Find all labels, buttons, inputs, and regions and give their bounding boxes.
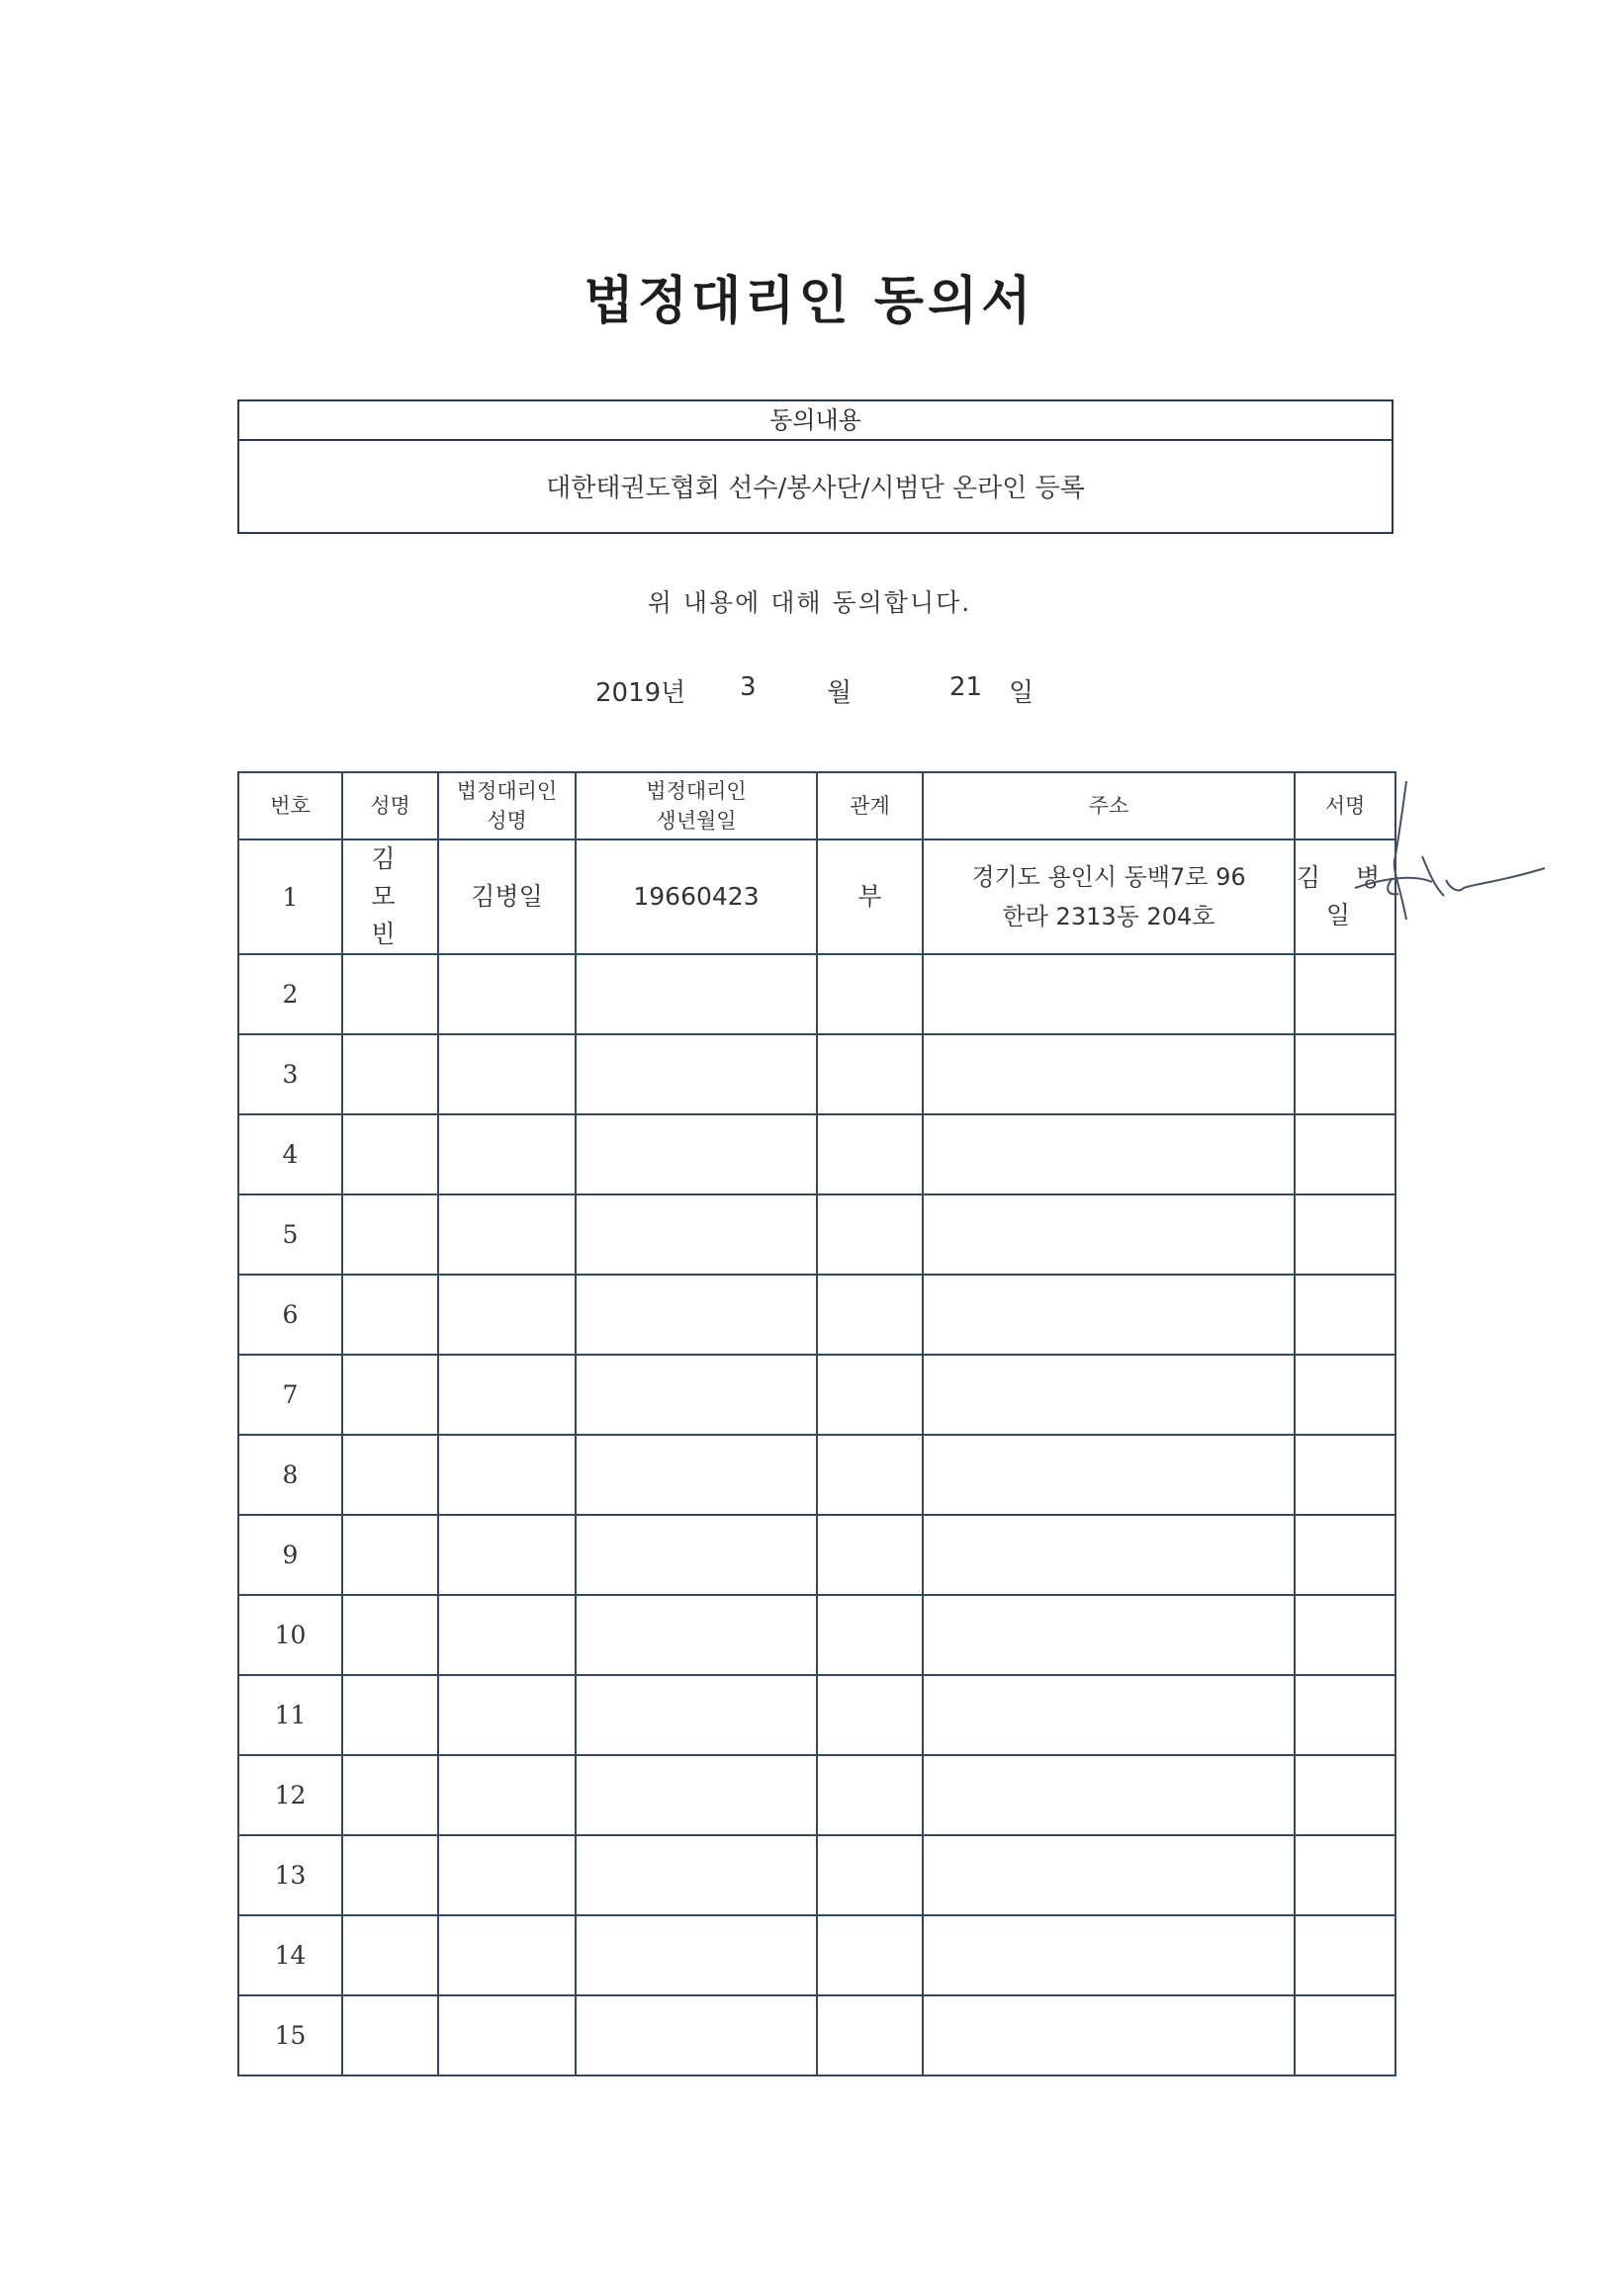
- row-number: 4: [238, 1114, 342, 1194]
- guardian-birthdate-cell: [576, 1595, 817, 1675]
- student-name-cell: [342, 1995, 438, 2075]
- row-number: 12: [238, 1755, 342, 1835]
- row-number: 13: [238, 1835, 342, 1915]
- table-row: [238, 954, 1395, 1034]
- guardian-birthdate-cell: [576, 1675, 817, 1755]
- guardian-name-cell: [438, 1515, 576, 1595]
- table-row: [238, 1275, 1395, 1355]
- table-row: [238, 1755, 1395, 1835]
- header-signature: 서명: [1295, 772, 1395, 839]
- relation-cell: [817, 1755, 923, 1835]
- student-name-cell: [342, 1275, 438, 1355]
- signature-cell: [1295, 1675, 1395, 1755]
- guardian-name-cell: [438, 1915, 576, 1995]
- table-row: [238, 1915, 1395, 1995]
- guardian-name-cell: [438, 954, 576, 1034]
- address-cell: [923, 1515, 1295, 1595]
- relation-cell: [817, 1675, 923, 1755]
- signature-cell: [1295, 954, 1395, 1034]
- table-header-row: [238, 772, 1395, 839]
- address-cell: [923, 1034, 1295, 1114]
- guardian-name-cell: [438, 1755, 576, 1835]
- student-name-cell: [342, 1355, 438, 1435]
- signature-cell: 김 병 일: [1295, 839, 1395, 954]
- date-day-unit: 일: [1009, 678, 1034, 708]
- table-row: [238, 839, 1395, 954]
- guardian-birthdate-cell: 19660423: [576, 839, 817, 954]
- student-name-cell: [342, 1675, 438, 1755]
- signature-cell: [1295, 1915, 1395, 1995]
- guardian-birthdate-cell: [576, 1755, 817, 1835]
- relation-cell: [817, 954, 923, 1034]
- row-number: 5: [238, 1194, 342, 1275]
- guardian-name-cell: [438, 1595, 576, 1675]
- guardian-name-cell: [438, 1034, 576, 1114]
- guardian-name-cell: [438, 1835, 576, 1915]
- header-name: 성명: [342, 772, 438, 839]
- guardian-name-cell: [438, 1194, 576, 1275]
- guardian-birthdate-cell: [576, 1915, 817, 1995]
- address-cell: [923, 1114, 1295, 1194]
- agree-statement: 위 내용에 대해 동의합니다.: [647, 588, 972, 617]
- address-cell: [923, 1755, 1295, 1835]
- student-name-cell: [342, 1515, 438, 1595]
- consent-box: [237, 399, 1394, 534]
- row-number: 1: [238, 839, 342, 954]
- address-cell: [923, 1915, 1295, 1995]
- table-row: [238, 1515, 1395, 1595]
- row-number: 2: [238, 954, 342, 1034]
- signature-cell: [1295, 1515, 1395, 1595]
- signature-cell: [1295, 1755, 1395, 1835]
- guardian-name-cell: 김병일: [438, 839, 576, 954]
- table-row: [238, 1194, 1395, 1275]
- address-cell: [923, 1675, 1295, 1755]
- guardian-birthdate-cell: [576, 1355, 817, 1435]
- table-row: [238, 1435, 1395, 1515]
- row-number: 6: [238, 1275, 342, 1355]
- relation-cell: [817, 1835, 923, 1915]
- header-guardian-birthdate: 법정대리인 생년월일: [576, 772, 817, 839]
- consent-text: 대한태권도협회 선수/봉사단/시범단 온라인 등록: [546, 474, 1085, 503]
- guardian-birthdate-cell: [576, 1114, 817, 1194]
- signature-cell: [1295, 1355, 1395, 1435]
- guardian-birthdate-cell: [576, 1435, 817, 1515]
- student-name-cell: [342, 1915, 438, 1995]
- relation-cell: [817, 1915, 923, 1995]
- address-cell: [923, 1435, 1295, 1515]
- guardian-name-cell: [438, 1435, 576, 1515]
- signature-cell: [1295, 1435, 1395, 1515]
- guardian-birthdate-cell: [576, 1194, 817, 1275]
- guardian-name-cell: [438, 1995, 576, 2075]
- address-cell: [923, 954, 1295, 1034]
- table-body: [238, 839, 1395, 2075]
- guardian-name-cell: [438, 1675, 576, 1755]
- relation-cell: [817, 1194, 923, 1275]
- signature-cell: [1295, 1275, 1395, 1355]
- relation-cell: [817, 1995, 923, 2075]
- address-cell: [923, 1995, 1295, 2075]
- relation-cell: [817, 1355, 923, 1435]
- date-year: 2019년: [595, 678, 686, 708]
- student-name-cell: [342, 1114, 438, 1194]
- relation-cell: [817, 1595, 923, 1675]
- guardian-birthdate-cell: [576, 1034, 817, 1114]
- guardian-birthdate-cell: [576, 1275, 817, 1355]
- student-name-cell: [342, 1194, 438, 1275]
- guardian-birthdate-cell: [576, 954, 817, 1034]
- header-number: 번호: [238, 772, 342, 839]
- row-number: 7: [238, 1355, 342, 1435]
- address-cell: [923, 1355, 1295, 1435]
- table-row: [238, 1034, 1395, 1114]
- row-number: 9: [238, 1515, 342, 1595]
- student-name-cell: [342, 1835, 438, 1915]
- document-title: 법정대리인 동의서: [584, 272, 1035, 331]
- address-cell: [923, 1595, 1295, 1675]
- row-number: 10: [238, 1595, 342, 1675]
- student-name-cell: 김 모 빈: [342, 839, 438, 954]
- student-name-cell: [342, 1595, 438, 1675]
- table-row: [238, 1114, 1395, 1194]
- guardian-birthdate-cell: [576, 1835, 817, 1915]
- signature-cell: [1295, 1034, 1395, 1114]
- date-month-unit: 월: [827, 678, 853, 708]
- signature-cell: [1295, 1194, 1395, 1275]
- relation-cell: [817, 1114, 923, 1194]
- consent-header: 동의내용: [239, 401, 1392, 441]
- date-month: 3: [740, 672, 757, 702]
- row-number: 3: [238, 1034, 342, 1114]
- signature-cell: [1295, 1835, 1395, 1915]
- address-cell: 경기도 용인시 동백7로 96 한라 2313동 204호: [923, 839, 1295, 954]
- student-name-cell: [342, 1435, 438, 1515]
- relation-cell: [817, 1275, 923, 1355]
- student-name-cell: [342, 1755, 438, 1835]
- table-row: [238, 1835, 1395, 1915]
- signature-cell: [1295, 1595, 1395, 1675]
- address-cell: [923, 1275, 1295, 1355]
- row-number: 11: [238, 1675, 342, 1755]
- table-row: [238, 1595, 1395, 1675]
- header-address: 주소: [923, 772, 1295, 839]
- relation-cell: [817, 1034, 923, 1114]
- relation-cell: [817, 1435, 923, 1515]
- address-cell: [923, 1835, 1295, 1915]
- header-guardian-name: 법정대리인 성명: [438, 772, 576, 839]
- guardian-name-cell: [438, 1275, 576, 1355]
- guardian-name-cell: [438, 1114, 576, 1194]
- guardian-birthdate-cell: [576, 1515, 817, 1595]
- student-name-cell: [342, 1034, 438, 1114]
- signature-cell: [1295, 1114, 1395, 1194]
- row-number: 14: [238, 1915, 342, 1995]
- guardian-birthdate-cell: [576, 1995, 817, 2075]
- signature-cell: [1295, 1995, 1395, 2075]
- date-day: 21: [949, 672, 983, 702]
- table-row: [238, 1995, 1395, 2075]
- student-name-cell: [342, 954, 438, 1034]
- table-row: [238, 1675, 1395, 1755]
- relation-cell: 부: [817, 839, 923, 954]
- row-number: 15: [238, 1995, 342, 2075]
- header-relation: 관계: [817, 772, 923, 839]
- guardian-name-cell: [438, 1355, 576, 1435]
- address-cell: [923, 1194, 1295, 1275]
- table-row: [238, 1355, 1395, 1435]
- relation-cell: [817, 1515, 923, 1595]
- row-number: 8: [238, 1435, 342, 1515]
- guardian-table: [237, 771, 1396, 2076]
